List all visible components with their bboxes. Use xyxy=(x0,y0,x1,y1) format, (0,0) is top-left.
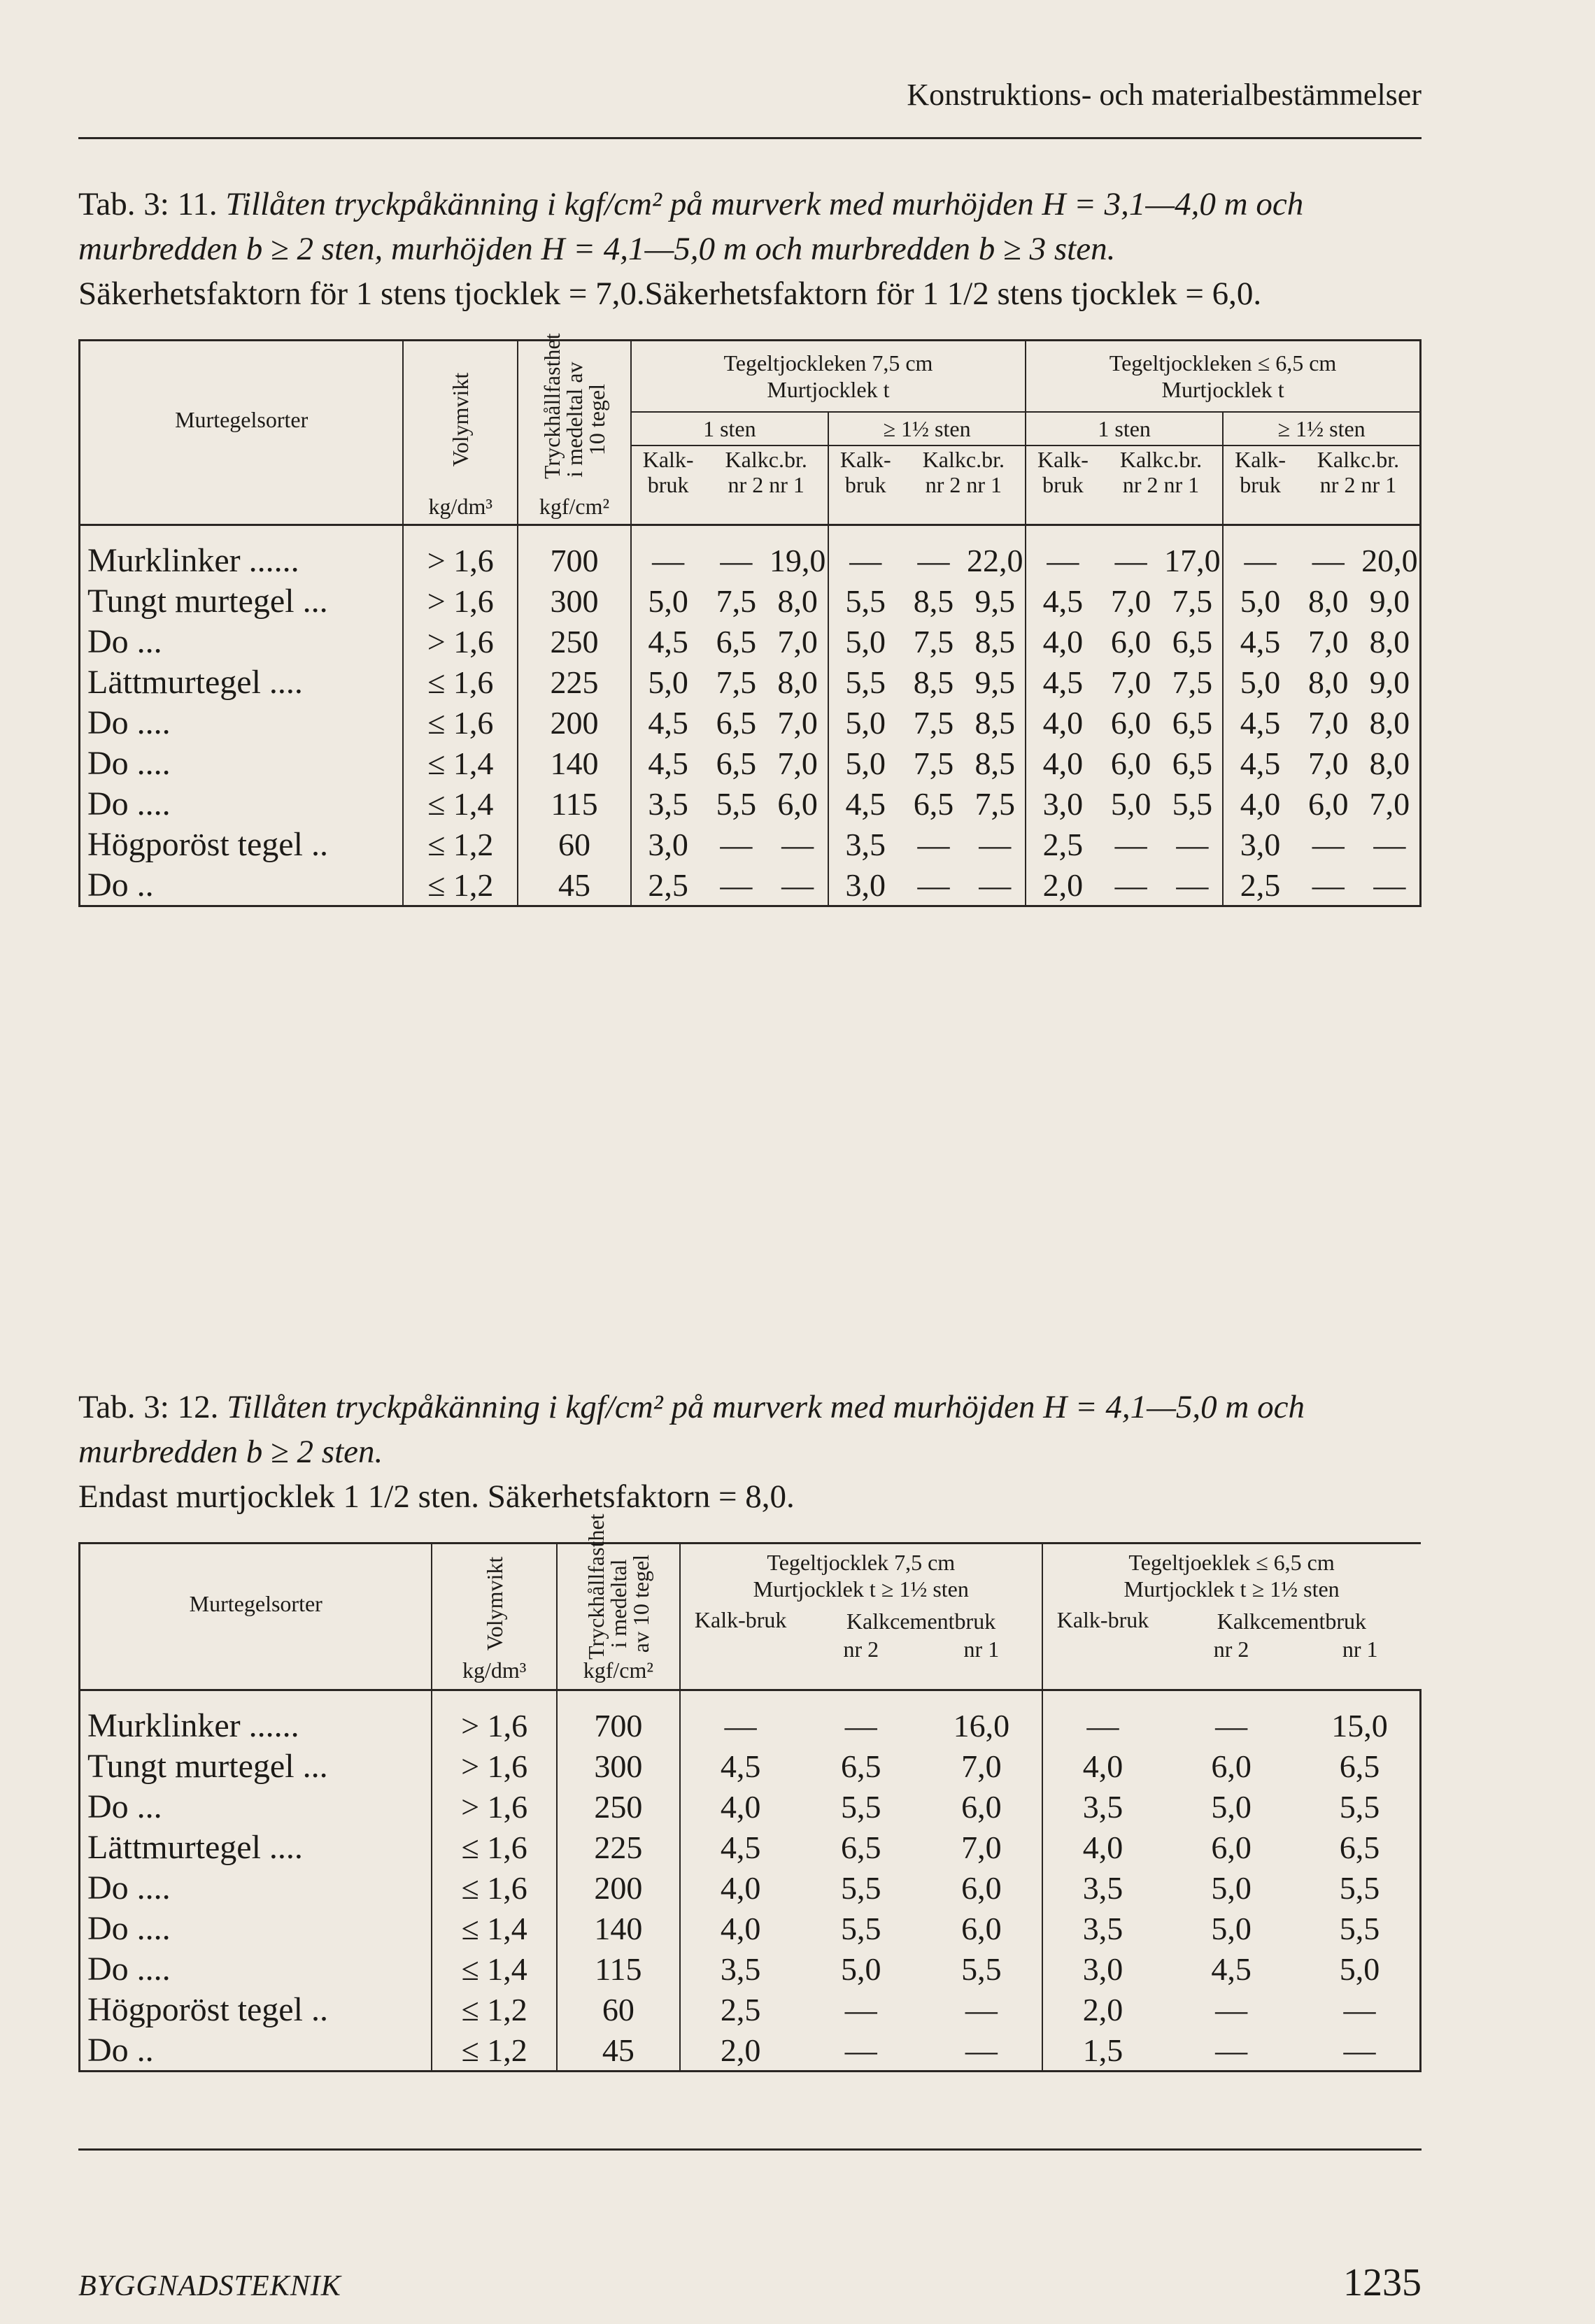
t11-cell: > 1,6 xyxy=(403,525,518,581)
t12-group1-title: Tegeltjocklek 7,5 cm xyxy=(767,1550,956,1575)
t12-row-label: Do .... xyxy=(80,1867,432,1908)
t11-cell: 22,0 xyxy=(967,542,1023,578)
t11-row-label: Murklinker ...... xyxy=(80,525,404,581)
t11-row-label: Do .... xyxy=(80,743,404,783)
t12-cell: 2,5 xyxy=(680,1989,801,2030)
t11-cell: 4,5 xyxy=(828,783,902,824)
t11-cell: 8,5 xyxy=(974,704,1015,741)
t11-cell: 5,0 xyxy=(1223,580,1297,621)
t11-cell: 9,5 xyxy=(974,664,1015,700)
t11-cell: 4,0 xyxy=(1026,702,1100,743)
t12-cell: — xyxy=(844,2032,877,2068)
t11-row-label: Do .... xyxy=(80,702,404,743)
t11-cell: 7,0 xyxy=(1110,583,1151,619)
t11-cell: 8,5 xyxy=(913,664,954,700)
t12-cell: 3,0 xyxy=(1042,1948,1163,1989)
t11-cell: 6,0 xyxy=(777,785,818,822)
t12-cell: 3,5 xyxy=(1042,1908,1163,1948)
t11-cell: 7,5 xyxy=(913,623,954,660)
t12-nr1-b: nr 1 xyxy=(1342,1637,1378,1662)
t11-row xyxy=(80,662,1421,702)
t12-cell: — xyxy=(1215,1707,1248,1744)
t11-cell: 6,5 xyxy=(1172,745,1213,781)
t11-cell: — xyxy=(1176,826,1209,862)
t12-cell: 5,5 xyxy=(961,1951,1002,1987)
t12-cell: 6,5 xyxy=(1300,1746,1421,1786)
t12-header-sorter: Murtegelsorter xyxy=(80,1544,432,1664)
t12-cell: ≤ 1,4 xyxy=(432,1948,556,1989)
t11-cell: 7,0 xyxy=(777,623,818,660)
t11-cell: 4,5 xyxy=(1223,621,1297,662)
t11-cell: — xyxy=(720,826,753,862)
t12-cell: ≤ 1,2 xyxy=(432,2030,556,2072)
t11-cell: 2,5 xyxy=(1223,864,1297,906)
t12-cell: 2,0 xyxy=(1042,1989,1163,2030)
t11-cell: 6,5 xyxy=(913,785,954,822)
t11-cell: 8,0 xyxy=(1360,702,1421,743)
t12-cell: 16,0 xyxy=(953,1707,1010,1744)
t12-cell: 3,5 xyxy=(1042,1867,1163,1908)
t11-cell: 8,0 xyxy=(1360,743,1421,783)
t12-cell: 5,0 xyxy=(1211,1788,1252,1825)
t11-cell: 300 xyxy=(518,580,631,621)
t11-cell: ≤ 1,4 xyxy=(403,743,518,783)
t12-unit-vol: kg/dm³ xyxy=(432,1658,556,1685)
table11-label: Tab. 3: 11. xyxy=(78,186,218,222)
t11-cell: 3,0 xyxy=(828,864,902,906)
footer-page-number: 1235 xyxy=(1343,2261,1422,2304)
t12-row-label: Do .... xyxy=(80,1908,432,1948)
t12-row xyxy=(80,1989,1421,2030)
t12-cell: 5,0 xyxy=(1211,1869,1252,1906)
t12-body xyxy=(80,1690,1421,2072)
t11-cell: 8,5 xyxy=(913,583,954,619)
t11-cell: ≤ 1,2 xyxy=(403,824,518,864)
t11-cell: 5,0 xyxy=(631,662,705,702)
table11-title: Tillåten tryckpåkänning i kgf/cm² på murverk med murhöjden H = 3,1—4,0 m och murbredden b ≥ 2 sten, murhöjden H = 4,1—5,0 m och murbredden b ≥ 3 sten. xyxy=(78,186,1304,267)
t11-row xyxy=(80,783,1421,824)
t12-cell: 4,0 xyxy=(680,1867,801,1908)
t11-cell: 2,5 xyxy=(631,864,705,906)
t12-cell: — xyxy=(965,2032,998,2068)
t11-cell: 4,0 xyxy=(1026,743,1100,783)
t12-cell: 250 xyxy=(557,1786,680,1827)
t11-cell: 140 xyxy=(518,743,631,783)
t12-cell: 5,0 xyxy=(1211,1910,1252,1946)
t12-cell: 6,0 xyxy=(961,1910,1002,1946)
t12-cell: 6,5 xyxy=(841,1748,881,1784)
t12-cell: 2,0 xyxy=(680,2030,801,2072)
t11-cell: 7,5 xyxy=(1172,583,1213,619)
t11-kalkbruk-2: Kalk-bruk xyxy=(828,445,902,498)
t11-cell: 4,0 xyxy=(1026,621,1100,662)
t11-group1-sub: Murtjocklek t xyxy=(767,377,890,402)
t11-cell: ≤ 1,2 xyxy=(403,864,518,906)
t11-cell: — xyxy=(917,867,950,903)
t12-nr2-a: nr 2 xyxy=(843,1637,879,1662)
t12-cell: 5,0 xyxy=(841,1951,881,1987)
t11-cell: 5,5 xyxy=(716,785,757,822)
header-rule xyxy=(78,137,1422,139)
t11-cell: — xyxy=(1114,826,1147,862)
t12-cell: 115 xyxy=(557,1948,680,1989)
t11-cell: 17,0 xyxy=(1164,542,1221,578)
t12-kalkbruk-1: Kalk-bruk xyxy=(680,1607,801,1663)
t11-cell: 3,5 xyxy=(828,824,902,864)
t11-cell: 5,0 xyxy=(828,743,902,783)
t11-cell: 60 xyxy=(518,824,631,864)
t12-cell: 45 xyxy=(557,2030,680,2072)
t12-group2 xyxy=(1042,1544,1421,1608)
t11-row xyxy=(80,702,1421,743)
t11-cell: 6,5 xyxy=(716,745,757,781)
t12-group2-sub: Murtjocklek t ≥ 1½ sten xyxy=(1123,1576,1340,1602)
t11-cell: — xyxy=(1312,542,1345,578)
t11-cell: 8,0 xyxy=(1308,664,1349,700)
t11-row-label: Do .... xyxy=(80,783,404,824)
t11-cell: > 1,6 xyxy=(403,580,518,621)
t11-cell: — xyxy=(720,542,753,578)
t11-cell: 19,0 xyxy=(769,542,826,578)
t11-cell: — xyxy=(781,867,814,903)
t11-cell: 9,0 xyxy=(1360,662,1421,702)
t12-header-tryck: Tryckhållfasthet i medeltal av 10 tegel xyxy=(557,1544,680,1664)
t12-cell: — xyxy=(680,1690,801,1746)
t11-cell: 8,5 xyxy=(974,623,1015,660)
t11-cell: 9,0 xyxy=(1360,580,1421,621)
t11-cell: 45 xyxy=(518,864,631,906)
t12-cell: > 1,6 xyxy=(432,1690,556,1746)
t12-row-label: Do ... xyxy=(80,1786,432,1827)
t11-cell: 4,5 xyxy=(631,702,705,743)
t12-group1 xyxy=(680,1544,1042,1608)
t11-cell: 7,0 xyxy=(1308,704,1349,741)
t11-kcb-4: Kalkc.br. nr 2 nr 1 xyxy=(1297,445,1421,498)
t12-row xyxy=(80,1908,1421,1948)
t11-cell: 4,5 xyxy=(1026,580,1100,621)
table11-safety: Säkerhetsfaktorn för 1 stens tjocklek = 7,0.Säkerhetsfaktorn för 1 1/2 stens tjocklek = 6,0. xyxy=(78,276,1262,312)
t12-cell: 1,5 xyxy=(1042,2030,1163,2072)
t11-unit-tryck: kgf/cm² xyxy=(518,494,631,521)
t11-row xyxy=(80,621,1421,662)
t11-cell: 3,0 xyxy=(1223,824,1297,864)
t11-cell: > 1,6 xyxy=(403,621,518,662)
t11-cell: 700 xyxy=(518,525,631,581)
t11-group2-sub: Murtjocklek t xyxy=(1161,377,1284,402)
t11-row xyxy=(80,525,1421,581)
t12-cell: 5,5 xyxy=(1300,1786,1421,1827)
t12-row xyxy=(80,1746,1421,1786)
t12-cell: 225 xyxy=(557,1827,680,1867)
t12-cell: — xyxy=(1215,2032,1248,2068)
t12-group2-title: Tegeltjoeklek ≤ 6,5 cm xyxy=(1128,1550,1335,1575)
t12-cell: 3,5 xyxy=(680,1948,801,1989)
t12-cell: 4,0 xyxy=(1042,1827,1163,1867)
t11-cell: 8,0 xyxy=(1360,621,1421,662)
t11-cell: ≤ 1,6 xyxy=(403,702,518,743)
t12-cell: 6,0 xyxy=(1211,1829,1252,1865)
t12-cell: 4,0 xyxy=(1042,1746,1163,1786)
t11-group2-title: Tegeltjockleken ≤ 6,5 cm xyxy=(1109,350,1337,376)
t11-cell: — xyxy=(979,826,1012,862)
t12-cell: 200 xyxy=(557,1867,680,1908)
t11-cell: 5,0 xyxy=(828,702,902,743)
t12-cell: 4,5 xyxy=(680,1827,801,1867)
t11-cell: 4,5 xyxy=(1026,662,1100,702)
t12-cell: 700 xyxy=(557,1690,680,1746)
t11-cell: 6,0 xyxy=(1308,785,1349,822)
t11-header-volymvikt: Volymvikt xyxy=(403,341,518,499)
t12-row-label: Do .. xyxy=(80,2030,432,2072)
t12-nr2-b: nr 2 xyxy=(1213,1637,1249,1662)
t12-cell: — xyxy=(844,1991,877,2027)
t11-cell: — xyxy=(917,542,950,578)
t12-row xyxy=(80,1690,1421,1746)
t12-cell: — xyxy=(1300,1989,1421,2030)
t12-group1-sub: Murtjocklek t ≥ 1½ sten xyxy=(753,1576,969,1602)
t12-cell: > 1,6 xyxy=(432,1786,556,1827)
t11-row-label: Lättmurtegel .... xyxy=(80,662,404,702)
table12-safety: Endast murtjocklek 1 1/2 sten. Säkerhetsfaktorn = 8,0. xyxy=(78,1478,795,1515)
t11-cell: 4,5 xyxy=(1223,743,1297,783)
t11-row xyxy=(80,824,1421,864)
footer-journal: BYGGNADSTEKNIK xyxy=(78,2270,341,2302)
t11-cell: — xyxy=(1223,525,1297,581)
t11-cell: 6,0 xyxy=(1110,704,1151,741)
t11-cell: — xyxy=(917,826,950,862)
t11-cell: — xyxy=(1312,867,1345,903)
t11-row xyxy=(80,864,1421,906)
t11-cell: 7,5 xyxy=(1172,664,1213,700)
t12-cell: 140 xyxy=(557,1908,680,1948)
t11-cell: — xyxy=(1114,867,1147,903)
t11-cell: 7,0 xyxy=(1308,623,1349,660)
t11-cell: 6,5 xyxy=(1172,704,1213,741)
t11-header-tryck: Tryckhållfasthet i medeltal av 10 tegel xyxy=(518,341,631,499)
footer-rule xyxy=(78,2148,1422,2151)
t12-cell: > 1,6 xyxy=(432,1746,556,1786)
t11-cell: 7,5 xyxy=(913,704,954,741)
t11-unit-vol: kg/dm³ xyxy=(403,494,518,521)
t11-cell: 3,5 xyxy=(631,783,705,824)
t12-cell: 4,0 xyxy=(680,1786,801,1827)
t11-cell: ≤ 1,6 xyxy=(403,662,518,702)
t12-row-label: Lättmurtegel .... xyxy=(80,1827,432,1867)
t11-cell: 5,5 xyxy=(828,580,902,621)
table11-caption xyxy=(78,182,1422,316)
t11-sten1-a: 1 sten xyxy=(631,412,828,445)
t12-row xyxy=(80,2030,1421,2072)
t12-cell: 15,0 xyxy=(1300,1690,1421,1746)
t11-cell: 4,5 xyxy=(631,743,705,783)
t12-header-volymvikt: Volymvikt xyxy=(432,1544,556,1664)
t11-cell: 5,0 xyxy=(1110,785,1151,822)
t11-cell: 7,0 xyxy=(1110,664,1151,700)
t11-kcb-1: Kalkc.br. nr 2 nr 1 xyxy=(725,447,807,497)
t11-cell: — xyxy=(720,867,753,903)
t11-cell: 7,5 xyxy=(716,664,757,700)
t11-cell: 7,0 xyxy=(777,704,818,741)
t11-cell: 3,0 xyxy=(1026,783,1100,824)
table12-title: Tillåten tryckpåkänning i kgf/cm² på murverk med murhöjden H = 4,1—5,0 m och murbredden b ≥ 2 sten. xyxy=(78,1389,1305,1470)
t12-cell: 6,0 xyxy=(961,1869,1002,1906)
t12-kcb-2: Kalkcementbruk xyxy=(1217,1609,1366,1634)
t11-cell: 6,5 xyxy=(716,623,757,660)
t12-row-label: Högporöst tegel .. xyxy=(80,1989,432,2030)
t11-cell: — xyxy=(828,525,902,581)
t11-row-label: Do .. xyxy=(80,864,404,906)
t12-row-label: Do .... xyxy=(80,1948,432,1989)
t12-unit-tryck: kgf/cm² xyxy=(557,1658,680,1685)
t11-cell: 7,0 xyxy=(1308,745,1349,781)
t11-cell: 2,0 xyxy=(1026,864,1100,906)
t12-cell: — xyxy=(844,1707,877,1744)
t11-cell: 3,0 xyxy=(631,824,705,864)
t11-cell: 7,0 xyxy=(777,745,818,781)
running-head: Konstruktions- och materialbestämmelser xyxy=(907,78,1422,112)
t11-cell: 9,5 xyxy=(974,583,1015,619)
t11-sten15-a: ≥ 1½ sten xyxy=(828,412,1026,445)
t11-kalkbruk-3: Kalk-bruk xyxy=(1026,445,1100,498)
t11-cell: 4,5 xyxy=(1223,702,1297,743)
t11-group2 xyxy=(1026,341,1420,413)
t12-cell: — xyxy=(965,1991,998,2027)
t12-cell: — xyxy=(1215,1991,1248,2027)
t11-row xyxy=(80,743,1421,783)
t12-cell: 60 xyxy=(557,1989,680,2030)
t11-row xyxy=(80,580,1421,621)
table12-label: Tab. 3: 12. xyxy=(78,1389,219,1425)
t11-cell: 250 xyxy=(518,621,631,662)
t12-cell: 5,5 xyxy=(841,1869,881,1906)
t12-cell: ≤ 1,6 xyxy=(432,1867,556,1908)
t12-cell: 6,0 xyxy=(1211,1748,1252,1784)
t11-body xyxy=(80,525,1421,906)
t11-cell: 8,5 xyxy=(974,745,1015,781)
t11-cell: 8,0 xyxy=(777,583,818,619)
t11-cell: 7,5 xyxy=(716,583,757,619)
t11-cell: 6,5 xyxy=(1172,623,1213,660)
t12-nr1-a: nr 1 xyxy=(963,1637,1000,1662)
t11-header-sorter: Murtegelsorter xyxy=(80,341,404,499)
t11-cell: 6,5 xyxy=(716,704,757,741)
t11-cell: 225 xyxy=(518,662,631,702)
t11-cell: 8,0 xyxy=(777,664,818,700)
t12-cell: 6,5 xyxy=(1300,1827,1421,1867)
t12-cell: 5,5 xyxy=(841,1910,881,1946)
t11-cell: 5,0 xyxy=(631,580,705,621)
t11-kalkbruk-4: Kalk-bruk xyxy=(1223,445,1297,498)
t11-cell: 200 xyxy=(518,702,631,743)
t11-cell: 5,0 xyxy=(1223,662,1297,702)
t12-row xyxy=(80,1867,1421,1908)
t11-cell: 6,0 xyxy=(1110,623,1151,660)
t11-cell: — xyxy=(1176,867,1209,903)
t12-kalkbruk-2: Kalk-bruk xyxy=(1042,1607,1163,1663)
t12-cell: 6,5 xyxy=(841,1829,881,1865)
t11-kcb-2: Kalkc.br. nr 2 nr 1 xyxy=(922,447,1005,497)
t12-cell: 300 xyxy=(557,1746,680,1786)
t11-sten1-b: 1 sten xyxy=(1026,412,1223,445)
t11-cell: 4,0 xyxy=(1223,783,1297,824)
t12-cell: ≤ 1,4 xyxy=(432,1908,556,1948)
t11-cell: 4,5 xyxy=(631,621,705,662)
t12-cell: 7,0 xyxy=(961,1829,1002,1865)
t12-cell: — xyxy=(1300,2030,1421,2072)
t11-cell: — xyxy=(631,525,705,581)
t11-group1 xyxy=(631,341,1026,413)
t11-cell: 7,5 xyxy=(974,785,1015,822)
t12-cell: 5,5 xyxy=(1300,1867,1421,1908)
page xyxy=(78,0,1422,2324)
t11-cell: — xyxy=(1360,864,1421,906)
t12-row xyxy=(80,1827,1421,1867)
t11-sten15-b: ≥ 1½ sten xyxy=(1223,412,1420,445)
t12-row-label: Murklinker ...... xyxy=(80,1690,432,1746)
t11-cell: 5,0 xyxy=(828,621,902,662)
t11-cell: 7,5 xyxy=(913,745,954,781)
t12-cell: 4,5 xyxy=(680,1746,801,1786)
t11-cell: 5,5 xyxy=(828,662,902,702)
t11-cell: — xyxy=(1360,824,1421,864)
t11-row-label: Tungt murtegel ... xyxy=(80,580,404,621)
t11-group1-title: Tegeltjockleken 7,5 cm xyxy=(723,350,933,376)
t11-cell: — xyxy=(1026,525,1100,581)
t12-cell: 6,0 xyxy=(961,1788,1002,1825)
t12-cell: 5,5 xyxy=(841,1788,881,1825)
t11-cell: 20,0 xyxy=(1360,525,1421,581)
t11-cell: — xyxy=(1312,826,1345,862)
t12-kcb-1: Kalkcementbruk xyxy=(846,1609,996,1634)
t11-cell: 7,0 xyxy=(1360,783,1421,824)
t11-cell: — xyxy=(979,867,1012,903)
t11-cell: 2,5 xyxy=(1026,824,1100,864)
t12-cell: 4,0 xyxy=(680,1908,801,1948)
t11-cell: 115 xyxy=(518,783,631,824)
t11-row-label: Do ... xyxy=(80,621,404,662)
t12-cell: 7,0 xyxy=(961,1748,1002,1784)
t12-row xyxy=(80,1786,1421,1827)
t11-cell: 8,0 xyxy=(1308,583,1349,619)
t11-cell: — xyxy=(781,826,814,862)
table12-caption xyxy=(78,1385,1422,1519)
t12-cell: 5,0 xyxy=(1300,1948,1421,1989)
t11-cell: 6,0 xyxy=(1110,745,1151,781)
t11-cell: 5,5 xyxy=(1172,785,1213,822)
t12-cell: 5,5 xyxy=(1300,1908,1421,1948)
t12-cell: — xyxy=(1042,1690,1163,1746)
t12-cell: ≤ 1,2 xyxy=(432,1989,556,2030)
t12-cell: 4,5 xyxy=(1211,1951,1252,1987)
t11-kalkbruk-1: Kalk-bruk xyxy=(631,445,705,498)
table11 xyxy=(78,333,1422,907)
t11-cell: ≤ 1,4 xyxy=(403,783,518,824)
t11-cell: — xyxy=(1114,542,1147,578)
t11-kcb-3: Kalkc.br. nr 2 nr 1 xyxy=(1119,447,1203,497)
t12-row xyxy=(80,1948,1421,1989)
table12 xyxy=(78,1513,1422,2072)
t12-cell: ≤ 1,6 xyxy=(432,1827,556,1867)
t12-cell: 3,5 xyxy=(1042,1786,1163,1827)
t11-row-label: Högporöst tegel .. xyxy=(80,824,404,864)
t12-row-label: Tungt murtegel ... xyxy=(80,1746,432,1786)
